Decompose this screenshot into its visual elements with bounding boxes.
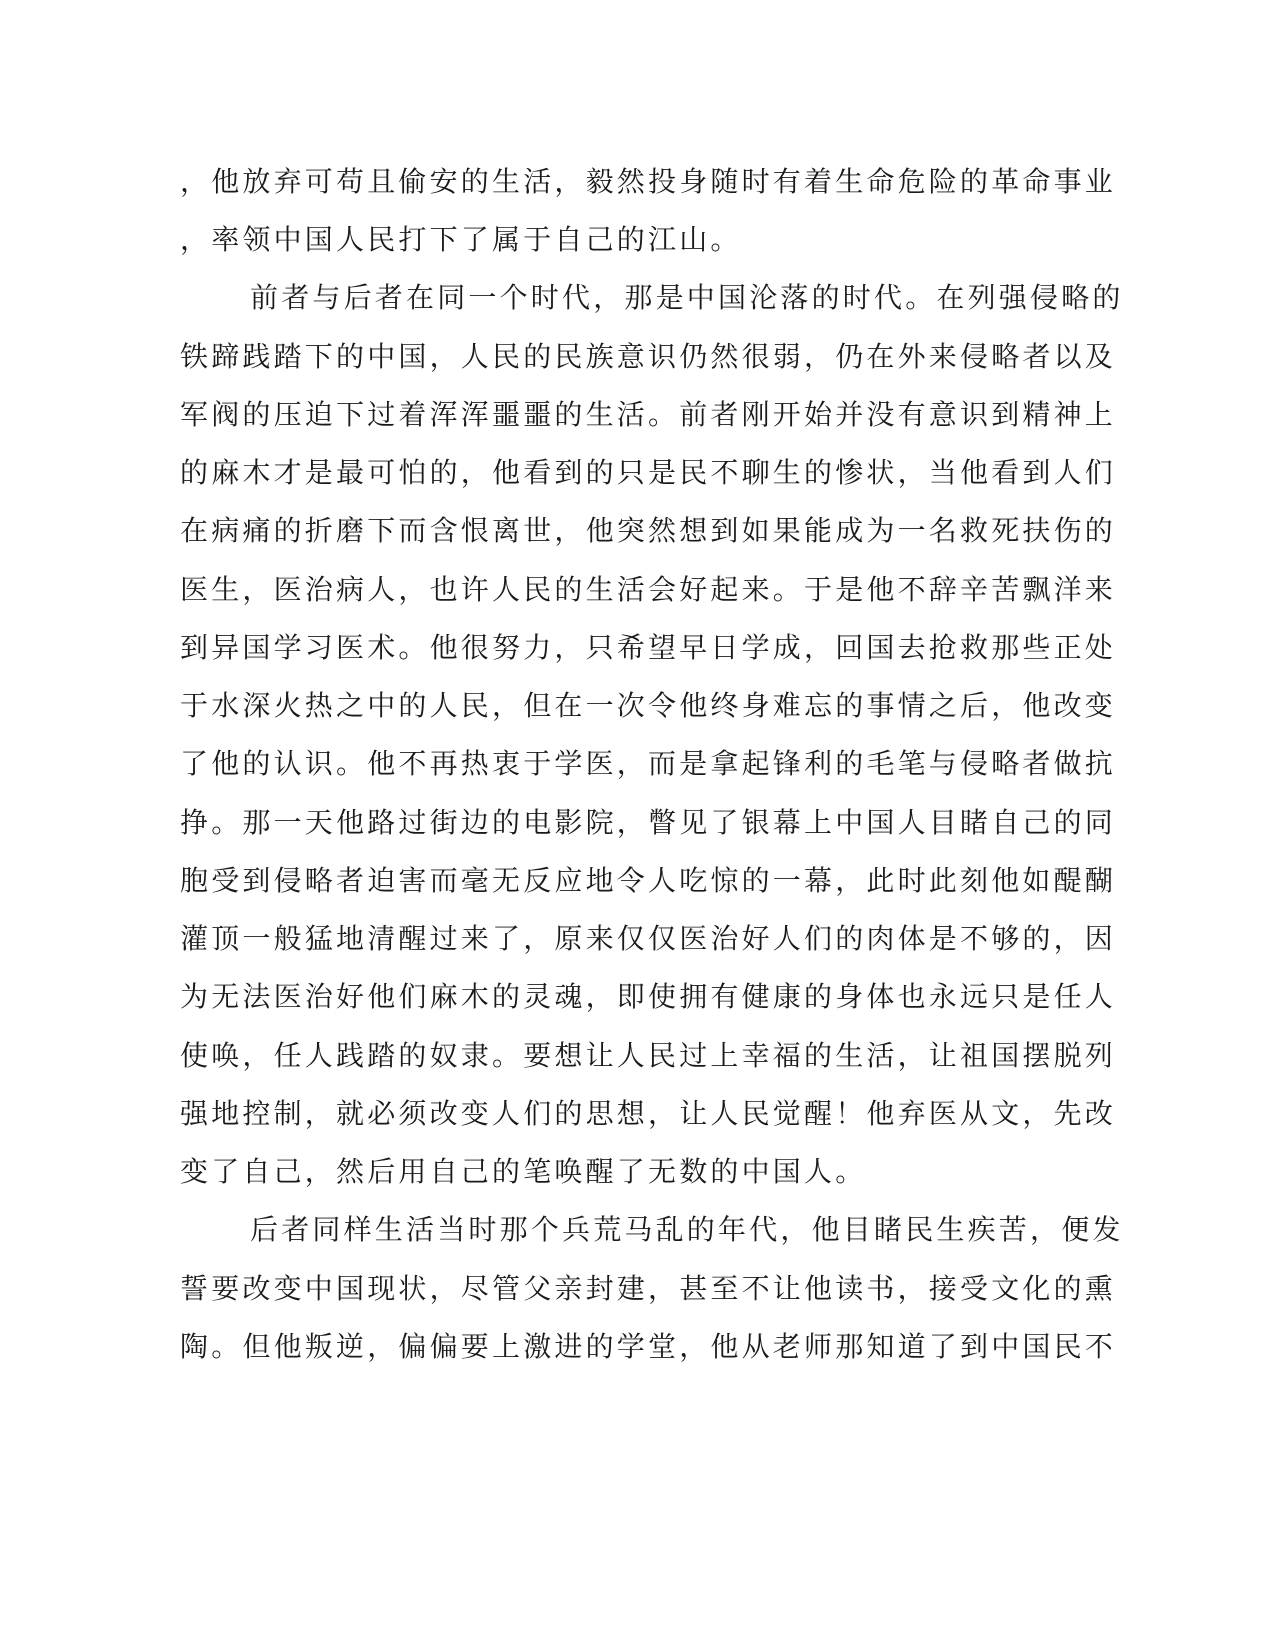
text-line: 到异国学习医术。他很努力，只希望早日学成，回国去抢救那些正处 — [180, 631, 1117, 664]
text-line: ，率领中国人民打下了属于自己的江山。 — [180, 223, 742, 256]
text-line: 胞受到侵略者迫害而毫无反应地令人吃惊的一幕，此时此刻他如醍醐 — [180, 864, 1117, 897]
text-line: 使唤，任人践踏的奴隶。要想让人民过上幸福的生活，让祖国摆脱列 — [180, 1039, 1117, 1072]
text-line: 于水深火热之中的人民，但在一次令他终身难忘的事情之后，他改变 — [180, 689, 1117, 722]
text-line: 军阀的压迫下过着浑浑噩噩的生活。前者刚开始并没有意识到精神上 — [180, 398, 1117, 431]
paragraph-start-line: 后者同样生活当时那个兵荒马乱的年代，他目睹民生疾苦，便发 — [250, 1213, 1124, 1246]
text-line: 陶。但他叛逆，偏偏要上激进的学堂，他从老师那知道了到中国民不 — [180, 1330, 1117, 1363]
text-line: 强地控制，就必须改变人们的思想，让人民觉醒！他弃医从文，先改 — [180, 1097, 1117, 1130]
text-line: 铁蹄践踏下的中国，人民的民族意识仍然很弱，仍在外来侵略者以及 — [180, 340, 1117, 373]
text-line: 在病痛的折磨下而含恨离世，他突然想到如果能成为一名救死扶伤的 — [180, 514, 1117, 547]
text-line: 誓要改变中国现状，尽管父亲封建，甚至不让他读书，接受文化的熏 — [180, 1272, 1117, 1305]
text-line: 挣。那一天他路过街边的电影院，瞥见了银幕上中国人目睹自己的同 — [180, 806, 1117, 839]
text-line: 医生，医治病人，也许人民的生活会好起来。于是他不辞辛苦飘洋来 — [180, 573, 1117, 606]
text-line: ，他放弃可苟且偷安的生活，毅然投身随时有着生命危险的革命事业 — [180, 165, 1117, 198]
text-line: 的麻木才是最可怕的，他看到的只是民不聊生的惨状，当他看到人们 — [180, 456, 1117, 489]
text-line: 为无法医治好他们麻木的灵魂，即使拥有健康的身体也永远只是任人 — [180, 980, 1117, 1013]
text-line: 了他的认识。他不再热衷于学医，而是拿起锋利的毛笔与侵略者做抗 — [180, 747, 1117, 780]
paragraph-start-line: 前者与后者在同一个时代，那是中国沦落的时代。在列强侵略的 — [250, 281, 1124, 314]
text-line: 灌顶一般猛地清醒过来了，原来仅仅医治好人们的肉体是不够的，因 — [180, 922, 1117, 955]
text-line: 变了自己，然后用自己的笔唤醒了无数的中国人。 — [180, 1155, 867, 1188]
